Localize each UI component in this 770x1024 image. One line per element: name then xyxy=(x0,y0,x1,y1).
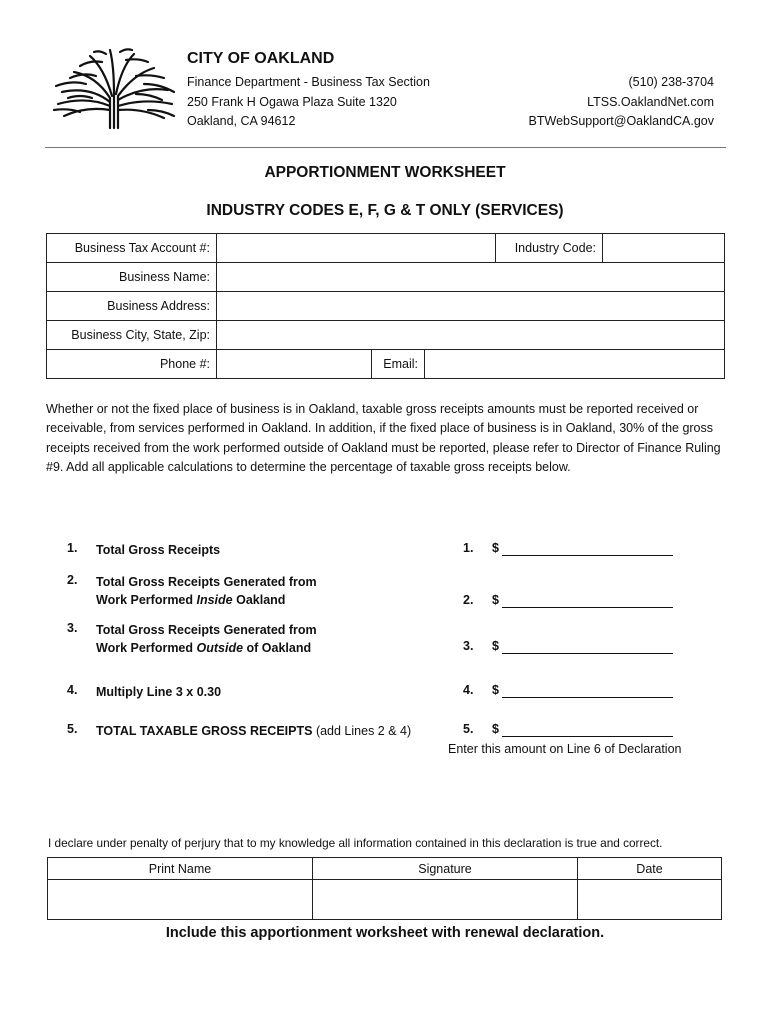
city-of-oakland-logo xyxy=(50,46,178,130)
address-line: Oakland, CA 94612 xyxy=(187,114,296,128)
amount-field[interactable] xyxy=(502,639,673,654)
phone-email-cell xyxy=(217,350,725,379)
email-label: Email: xyxy=(372,350,425,378)
industry-code-label: Industry Code: xyxy=(496,234,603,263)
print-name-field[interactable] xyxy=(48,880,313,920)
line-ref-number: 1. xyxy=(463,541,474,555)
department-address xyxy=(187,73,430,132)
line-desc-emphasis: Inside xyxy=(196,593,233,607)
line-desc-part: Total Gross Receipts Generated from xyxy=(96,575,317,589)
phone-label: Phone #: xyxy=(47,350,217,379)
line-ref-number: 3. xyxy=(463,639,474,653)
date-header: Date xyxy=(578,858,722,880)
industry-code-field[interactable] xyxy=(603,234,725,263)
phone-field[interactable] xyxy=(217,350,372,378)
account-field[interactable] xyxy=(217,234,496,263)
business-info-table xyxy=(46,233,725,379)
contact-info xyxy=(529,73,714,132)
line-number: 4. xyxy=(67,683,78,697)
document-subtitle: INDUSTRY CODES E, F, G & T ONLY (SERVICES) xyxy=(206,202,564,219)
line-desc-part: Work Performed xyxy=(96,593,197,607)
dollar-sign: $ xyxy=(492,541,499,555)
amount-field[interactable] xyxy=(502,683,673,698)
dollar-sign: $ xyxy=(492,722,499,736)
line-number: 3. xyxy=(67,621,78,635)
line-description: Multiply Line 3 x 0.30 xyxy=(96,685,222,699)
line-ref-number: 5. xyxy=(463,722,474,736)
line-desc-part: Total Gross Receipts Generated from xyxy=(96,623,317,637)
phone-number: (510) 238-3704 xyxy=(628,75,714,89)
dollar-sign: $ xyxy=(492,593,499,607)
line-desc-suffix: (add Lines 2 & 4) xyxy=(312,724,412,738)
line-description xyxy=(96,573,426,609)
line-5-note: Enter this amount on Line 6 of Declaration xyxy=(448,742,682,756)
business-address-label: Business Address: xyxy=(47,292,217,321)
date-field[interactable] xyxy=(578,880,722,920)
amount-field[interactable] xyxy=(502,541,673,556)
business-city-label: Business City, State, Zip: xyxy=(47,321,217,350)
line-description: Total Gross Receipts xyxy=(96,543,221,557)
amount-field[interactable] xyxy=(502,722,673,737)
print-name-header: Print Name xyxy=(48,858,313,880)
website[interactable]: LTSS.OaklandNet.com xyxy=(587,94,714,109)
line-ref-number: 2. xyxy=(463,593,474,607)
business-name-field[interactable] xyxy=(217,263,725,292)
line-desc-emphasis: Outside xyxy=(196,641,244,655)
signature-table xyxy=(47,857,722,920)
line-number: 1. xyxy=(67,541,78,555)
line-desc-part: Oakland xyxy=(232,593,286,607)
account-label: Business Tax Account #: xyxy=(47,234,217,263)
dollar-sign: $ xyxy=(492,683,499,697)
support-email[interactable]: BTWebSupport@OaklandCA.gov xyxy=(528,114,714,128)
business-city-field[interactable] xyxy=(217,321,725,350)
amount-field[interactable] xyxy=(502,593,673,608)
address-line: Finance Department - Business Tax Section xyxy=(187,75,430,89)
line-number: 5. xyxy=(67,722,78,736)
header-divider xyxy=(45,147,726,148)
line-ref-number: 4. xyxy=(463,683,474,697)
line-desc-part: TOTAL TAXABLE GROSS RECEIPTS xyxy=(96,724,313,738)
signature-header: Signature xyxy=(313,858,578,880)
email-field[interactable] xyxy=(425,350,725,378)
org-title: CITY OF OAKLAND xyxy=(187,50,335,67)
footer-instruction: Include this apportionment worksheet with renewal declaration. xyxy=(165,925,605,941)
line-desc-part: Work Performed xyxy=(96,641,197,655)
business-name-label: Business Name: xyxy=(47,263,217,292)
declaration-statement: I declare under penalty of perjury that to my knowledge all information contained in this declaration is true and correct. xyxy=(48,836,663,850)
business-address-field[interactable] xyxy=(217,292,725,321)
line-number: 2. xyxy=(67,573,78,587)
signature-field[interactable] xyxy=(313,880,578,920)
line-description xyxy=(96,621,426,657)
dollar-sign: $ xyxy=(492,639,499,653)
line-description xyxy=(96,722,436,740)
address-line: 250 Frank H Ogawa Plaza Suite 1320 xyxy=(187,94,397,109)
instructions-paragraph: Whether or not the fixed place of business is in Oakland, taxable gross receipts amounts must be reported received or receivable, from services performed in Oakland. In addition, if the fixed place of business is in Oakland, 30% of the gross receipts received from the work performed outside of Oakland must be reported, please refer to Director of Finance Ruling #9. Add all applicable calculations to determine the percentage of taxable gross receipts below. xyxy=(46,402,721,474)
document-title: APPORTIONMENT WORKSHEET xyxy=(264,164,506,181)
line-desc-part: of Oakland xyxy=(243,641,312,655)
